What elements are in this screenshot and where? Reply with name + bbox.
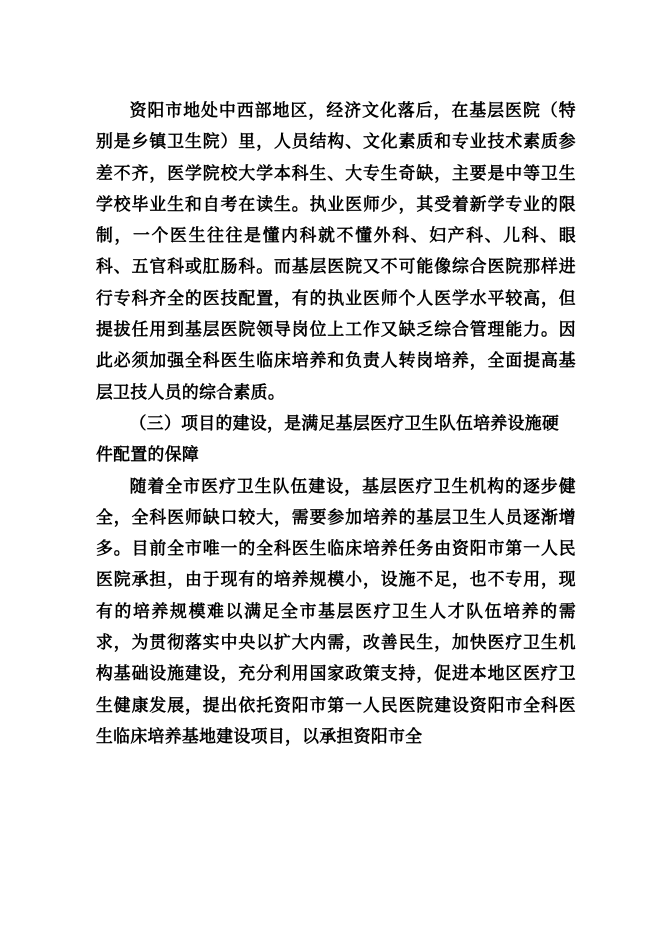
section-heading-three: （三）项目的建设，是满足基层医疗卫生队伍培养设施硬件配置的保障 — [96, 412, 560, 465]
document-body — [96, 95, 576, 752]
paragraph-training-base-project: 随着全市医疗卫生队伍建设，基层医疗卫生机构的逐步健全，全科医师缺口较大，需要参加培养的基层卫生人员逐渐增多。目前全市唯一的全科医生临床培养任务由资阳市第一人民医院承担，由于现有的培养规模小，设施不足，也不专用，现有的培养规模难以满足全市基层医疗卫生人才队伍培养的需求，为贯彻落实中央以扩大内需，改善民生，加快医疗卫生机构基础设施建设，充分利用国家政策支持，促进本地区医疗卫生健康发展，提出依托资阳市第一人民医院建设资阳市全科医生临床培养基地建设项目，以承担资阳市全 — [96, 475, 576, 746]
paragraph-basic-hospital-staff: 资阳市地处中西部地区，经济文化落后，在基层医院（特别是乡镇卫生院）里，人员结构、文化素质和专业技术素质参差不齐，医学院校大学本科生、大专生奇缺，主要是中等卫生学校毕业生和自考在读生。执业医师少，其受着新学专业的限制，一个医生往往是懂内科就不懂外科、妇产科、儿科、眼科、五官科或肛肠科。而基层医院又不可能像综合医院那样进行专科齐全的医技配置，有的执业医师个人医学水平较高，但提拔任用到基层医院领导岗位上工作又缺乏综合管理能力。因此必须加强全科医生临床培养和负责人转岗培养，全面提高基层卫技人员的综合素质。 — [96, 100, 576, 402]
